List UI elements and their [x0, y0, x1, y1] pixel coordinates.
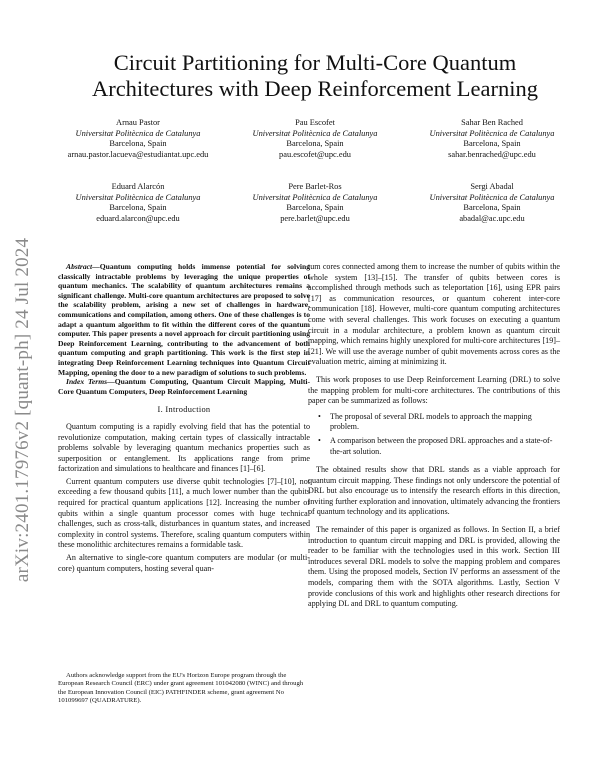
author-affiliation: Universitat Politècnica de Catalunya	[429, 128, 555, 138]
abstract-text: —Quantum computing holds immense potential for solving classically intractable problems by leveraging the unique properties of quantum mechanics. The scalability of quantum architectures remains a significant challenge. Multi-core quantum architectures are proposed to solve the scalability problem, arising a new set of challenges in hardware, communications and compilation, among others. One of these challenges is to adapt a quantum algorithm to fit within the different cores of the quantum computer. This paper presents a novel approach for circuit partitioning using Deep Reinforcement Learning, contributing to the advancement of both quantum computing and graph partitioning. This work is the first step in integrating Deep Reinforcement Learning techniques into Quantum Circuit Mapping, opening the door to a new paradigm of solutions to such problems.	[58, 262, 310, 377]
author-affiliation: Universitat Politècnica de Catalunya	[252, 128, 378, 138]
author-email: pau.escofet@upc.edu	[279, 149, 351, 159]
author-location: Barcelona, Spain	[286, 139, 344, 149]
intro-paragraph: The obtained results show that DRL stands as a viable approach for quantum circuit mapping. These findings not only underscore the potential of DRL but also encourage us to intensify the research efforts in this direction, inviting further exploration and innovation, ultimately advancing the frontiers of quantum technology and its applications.	[308, 465, 560, 517]
author-affiliation: Universitat Politècnica de Catalunya	[252, 192, 378, 202]
author-6	[402, 182, 582, 224]
section-heading-introduction: I. Introduction	[157, 405, 211, 415]
author-affiliation: Universitat Politècnica de Catalunya	[75, 192, 201, 202]
index-terms-text: —Quantum Computing, Quantum Circuit Mapping, Multi-Core Quantum Computers, Deep Reinforcement Learning	[58, 377, 310, 396]
bullet-icon: •	[318, 435, 321, 445]
author-affiliation: Universitat Politècnica de Catalunya	[429, 192, 555, 202]
author-5	[225, 182, 405, 224]
author-email: pere.barlet@upc.edu	[280, 213, 350, 223]
intro-paragraph: tum cores connected among them to increase the number of qubits within the whole system [13]–[15]. The transfer of qubits between cores is accomplished through methods such as teleportation [16], using EPR pairs [17] as communication resources, or quantum coherent inter-core communication [18]. However, multi-core quantum computing architectures come with several challenges. This work focuses on executing a quantum circuit in a modular architecture, a problem known as quantum circuit mapping, which remains highly unexplored for multi-core architectures [19]–[21]. We will use the average number of qubit movements across cores as the evaluation metric, aiming at minimizing it.	[308, 262, 560, 367]
author-2	[225, 118, 405, 160]
intro-paragraph: Current quantum computers use diverse qubit technologies [7]–[10], not exceeding a few thousand qubits [11], a much lower number than the qubits required for practical quantum applications [12]. Increasing the number of qubits within a single quantum processor comes with huge technical challenges, such as cross-talk, disturbances in quantum states, and increased complexity in control systems. Therefore, scaling quantum computers within these monolithic architectures remains a formidable task.	[58, 476, 310, 550]
intro-paragraph: This work proposes to use Deep Reinforcement Learning (DRL) to solve the mapping problem for multi-core architectures. The contributions of this paper can be summarized as follows:	[308, 374, 560, 406]
abstract	[58, 262, 310, 377]
author-email: abadal@ac.upc.edu	[459, 213, 525, 223]
author-location: Barcelona, Spain	[463, 139, 521, 149]
left-column	[58, 262, 310, 576]
author-location: Barcelona, Spain	[109, 139, 167, 149]
author-name: Sahar Ben Rached	[461, 118, 523, 127]
author-name: Sergi Abadal	[470, 182, 514, 191]
author-affiliation: Universitat Politècnica de Catalunya	[75, 128, 201, 138]
author-name: Arnau Pastor	[116, 118, 160, 127]
author-name: Pau Escofet	[295, 118, 335, 127]
author-3	[402, 118, 582, 160]
list-item	[318, 412, 560, 433]
author-name: Pere Barlet-Ros	[288, 182, 342, 191]
author-location: Barcelona, Spain	[286, 203, 344, 213]
author-email: sahar.benrached@upc.edu	[448, 149, 536, 159]
list-item	[318, 436, 560, 457]
paper-title: Circuit Partitioning for Multi-Core Quantum Architectures with Deep Reinforcement Learning	[91, 50, 539, 101]
arxiv-identifier	[6, 180, 40, 640]
author-email: arnau.pastor.lacueva@estudiantat.upc.edu	[67, 149, 209, 159]
author-4	[48, 182, 228, 224]
intro-paragraph: The remainder of this paper is organized as follows. In Section II, a brief introduction to quantum circuit mapping and DRL is provided, allowing the reader to be familiar with the technologies used in this work. Section III introduces several DRL models to solve the mapping problem and compares them. Using the proposed models, Section IV performs an assessment of the models, comparing them with the SOTA algorithms. Lastly, Section V provide conclusions of this work and highlights other research directions for applying DL and DRL to quantum computing.	[308, 525, 560, 609]
arxiv-identifier-text: arXiv:2401.17976v2 [quant-ph] 24 Jul 2024	[12, 237, 34, 583]
author-location: Barcelona, Spain	[463, 203, 521, 213]
author-name: Eduard Alarcón	[111, 182, 165, 191]
bullet-icon: •	[318, 411, 321, 421]
author-location: Barcelona, Spain	[109, 203, 167, 213]
author-email: eduard.alarcon@upc.edu	[96, 213, 180, 223]
right-column	[308, 262, 560, 612]
intro-paragraph: Quantum computing is a rapidly evolving field that has the potential to revolutionize computation, making certain types of classically intractable problems solvable by leveraging quantum mechanics properties such as superposition or entanglement. Its applications range from prime factorization and simulations to healthcare and finances [1]–[6].	[58, 421, 310, 474]
contribution-text: The proposal of several DRL models to approach the mapping problem.	[330, 411, 532, 432]
index-terms-label: Index Terms	[66, 377, 108, 387]
contribution-text: A comparison between the proposed DRL approaches and a state-of-the-art solution.	[330, 435, 553, 456]
author-1	[48, 118, 228, 160]
abstract-label: Abstract	[66, 262, 93, 271]
index-terms	[58, 377, 310, 396]
intro-paragraph: An alternative to single-core quantum computers are modular (or multi-core) quantum computers, hosting several quan-	[58, 553, 310, 573]
contributions-list	[308, 412, 560, 457]
funding-footnote: Authors acknowledge support from the EU's Horizon Europe program through the European Research Council (ERC) under grant agreement 101042080 (WINC) and through the European Innovation Council (EIC) PATHFINDER scheme, grant agreement No 101099697 (QUADRATURE).	[58, 672, 304, 705]
